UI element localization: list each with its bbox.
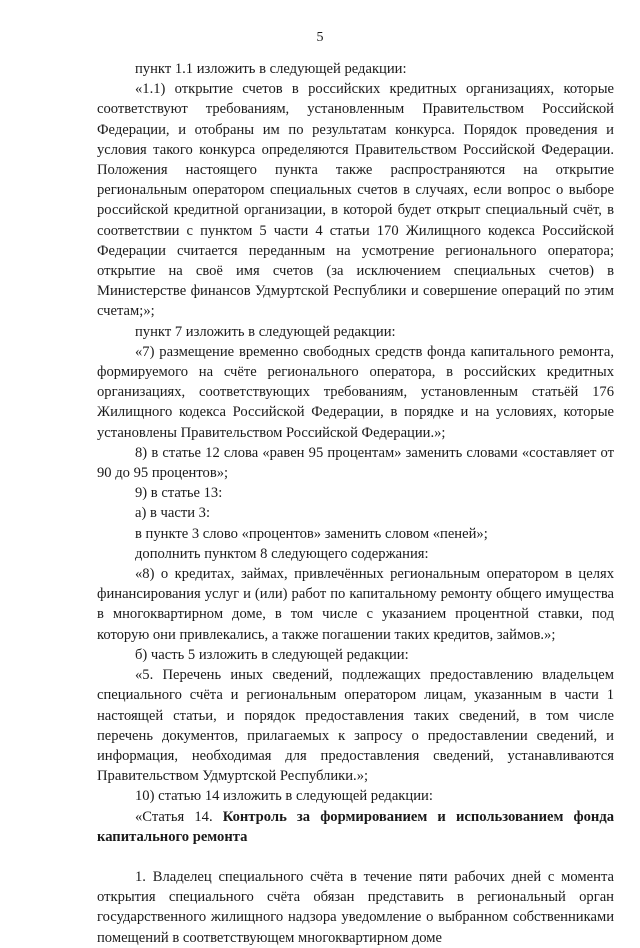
article-heading-prefix: «Статья 14. (135, 808, 223, 825)
page-number: 5 (316, 30, 324, 45)
article-heading (97, 807, 614, 847)
paragraph: «1.1) открытие счетов в российских кредитных организациях, которые соответствуют требованиям, установленным Правительством Российской Федерации, и отобраны им по результатам конкурса. Порядок проведения и условия такого конкурса определяются Правительством Российской Федерации. Положения настоящего пункта также распространяются на открытие региональным оператором специальных счетов в случаях, если вопрос о выборе российской кредитной организации, в которой будет открыт специальный счёт, в соответствии с пунктом 5 части 4 статьи 170 Жилищного кодекса Российской Федерации считается переданным на усмотрение регионального оператора; открытие на своё имя счетов (за исключением специальных счетов) в Министерстве финансов Удмуртской Республики и совершение операций по этим счетам;»; (97, 81, 614, 320)
article-heading-title: Контроль за формированием и использованием фонда капитального ремонта (97, 808, 615, 845)
document-body (97, 59, 614, 948)
paragraph: 8) в статье 12 слова «равен 95 процентам» заменить словами «составляет от 90 до 95 процентов»; (97, 444, 614, 482)
paragraph: 9) в статье 13: (135, 485, 223, 502)
paragraph: 10) статью 14 изложить в следующей редакции: (135, 788, 433, 805)
paragraph: пункт 1.1 изложить в следующей редакции: (135, 61, 407, 77)
paragraph: б) часть 5 изложить в следующей редакции: (135, 646, 409, 663)
paragraph: «7) размещение временно свободных средств фонда капитального ремонта, формируемого на счёте регионального оператора, в российских кредитных организациях, соответствующих требованиям, установленным статьёй 176 Жилищного кодекса Российской Федерации, в порядке и на условиях, которые установлены Правительством Российской Федерации.»; (97, 343, 614, 441)
paragraph: 1. Владелец специального счёта в течение пяти рабочих дней с момента открытия специального счёта обязан представить в региональный орган государственного жилищного надзора уведомление о выбранном собственниками помещений в соответствующем многоквартирном доме (97, 868, 614, 946)
paragraph: в пункте 3 слово «процентов» заменить словом «пеней»; (135, 525, 488, 542)
paragraph: «5. Перечень иных сведений, подлежащих предоставлению владельцем специального счёта и региональным оператором лицам, указанным в части 1 настоящей статьи, и порядок предоставления таких сведений, в том числе перечень документов, прилагаемых к запросу о предоставлении сведений, и информация, необходимая для предоставления сведений, устанавливаются Правительством Удмуртской Республики.»; (97, 667, 614, 785)
paragraph: «8) о кредитах, займах, привлечённых региональным оператором в целях финансирования услуг и (или) работ по капитальному ремонту общего имущества в многоквартирном доме, в том числе с указанием процентной ставки, под которую они привлекались, а также погашении таких кредитов, займов.»; (97, 566, 614, 643)
paragraph: дополнить пунктом 8 следующего содержания: (135, 545, 429, 562)
paragraph: а) в части 3: (135, 505, 211, 522)
paragraph: пункт 7 изложить в следующей редакции: (135, 323, 396, 340)
